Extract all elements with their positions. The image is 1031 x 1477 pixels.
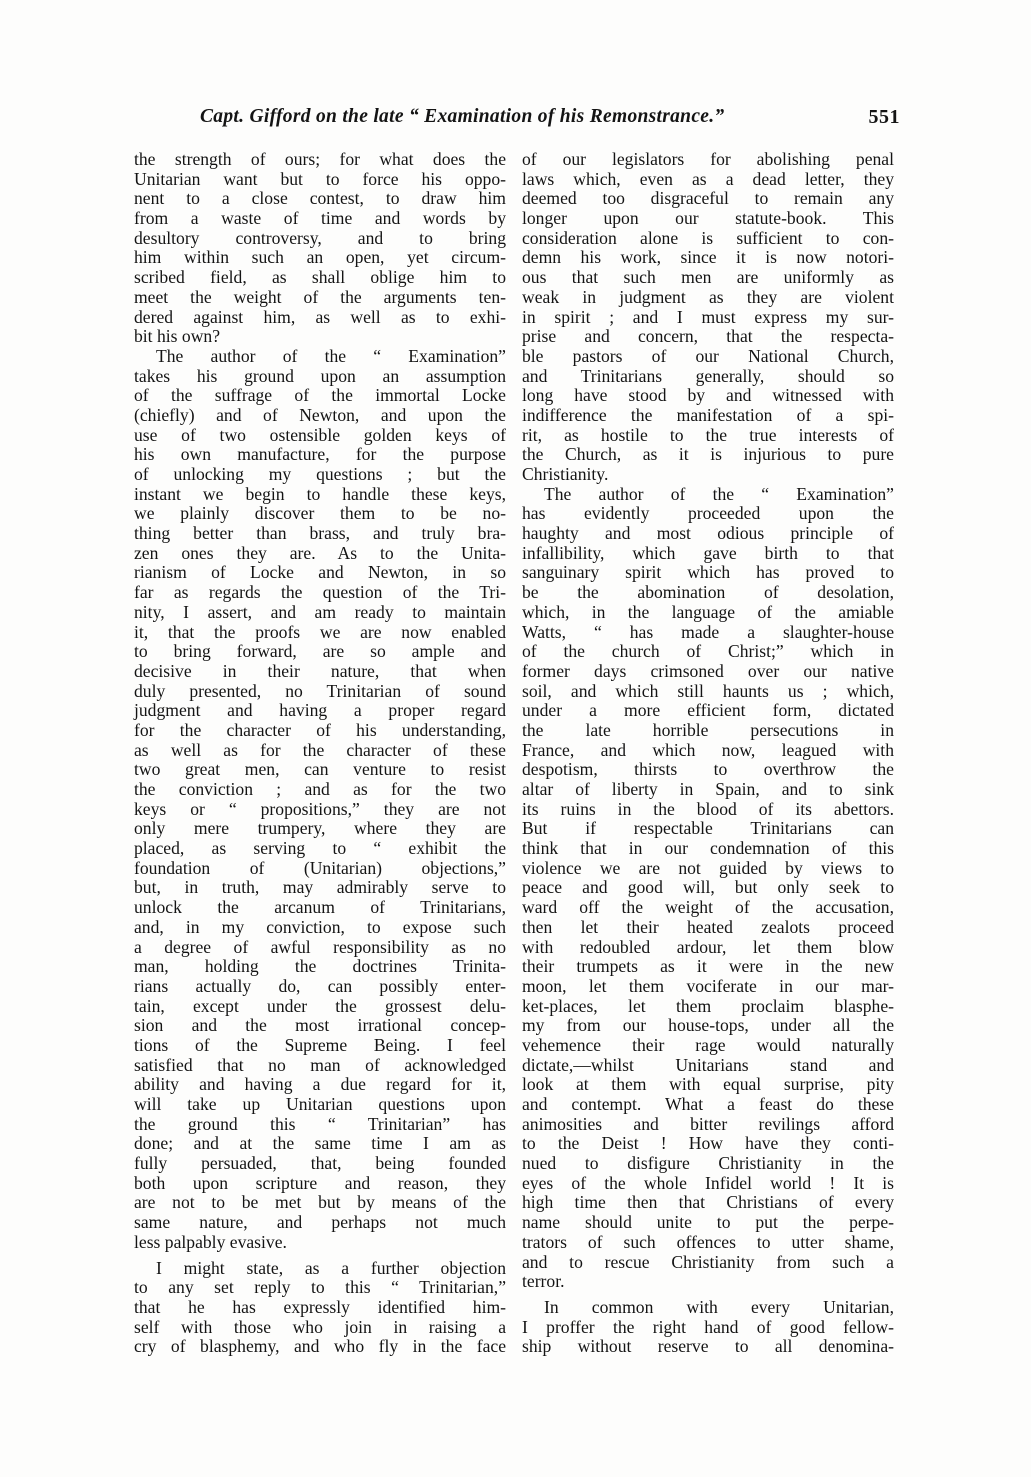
text-line: thing better than brass, and truly bra-: [134, 523, 506, 544]
text-line: trators of such offences to utter shame,: [522, 1231, 894, 1252]
left-text-column: [134, 150, 506, 1357]
text-line: their trumpets as it were in the new: [522, 956, 894, 977]
text-line: the strength of ours; for what does the: [134, 149, 506, 169]
text-line: ability and having a due regard for it,: [134, 1074, 506, 1095]
text-line: prise and concern, that the respecta-: [522, 326, 894, 347]
right-text-column: [522, 150, 894, 1357]
text-line: former days crimsoned over our native: [522, 660, 894, 681]
running-head: [200, 106, 900, 134]
text-line: under a more efficient form, dictated: [522, 700, 894, 721]
text-line: But if respectable Trinitarians can: [522, 818, 894, 839]
text-line: altar of liberty in Spain, and to sink: [522, 779, 894, 799]
text-line: both upon scripture and reason, they: [134, 1172, 506, 1193]
text-line: zen ones they are. As to the Unita-: [134, 542, 506, 563]
text-line: the Church, as it is injurious to pure: [522, 444, 894, 465]
text-line: only mere trumpery, where they are: [134, 818, 506, 839]
text-line: demn his work, since it is now notori-: [522, 247, 894, 268]
text-line: its ruins in the blood of its abettors.: [522, 798, 894, 819]
text-line: laws which, even as a dead letter, they: [522, 168, 894, 189]
text-line: long have stood by and witnessed with: [522, 385, 894, 406]
text-line: to any set reply to this “ Trinitarian,”: [134, 1277, 506, 1298]
text-line: look at them with equal surprise, pity: [522, 1074, 894, 1095]
text-line: with redoubled ardour, let them blow: [522, 936, 894, 957]
text-line: and contempt. What a feast do these: [522, 1094, 894, 1114]
text-line: scribed field, as shall oblige him to: [134, 267, 506, 288]
text-line: rians actually do, can possibly enter-: [134, 975, 506, 996]
text-line: and, in my conviction, to expose such: [134, 916, 506, 937]
text-line: and Trinitarians generally, should so: [522, 365, 894, 386]
text-line: are not to be met but by means of the: [134, 1192, 506, 1213]
text-line: cry of blasphemy, and who fly in the face: [134, 1336, 506, 1357]
text-line: to the Deist ! How have they conti-: [522, 1133, 894, 1154]
text-line: his own manufacture, for the purpose: [134, 444, 506, 465]
text-line: instant we begin to handle these keys,: [134, 483, 506, 504]
text-line: haughty and most odious principle of: [522, 523, 894, 544]
text-line: to bring forward, are so ample and: [134, 641, 506, 662]
text-line: ship without reserve to all denomina-: [522, 1336, 894, 1357]
text-line: it, that the proofs we are now enabled: [134, 621, 506, 642]
text-line: of the church of Christ;” which in: [522, 641, 894, 662]
text-line: the late horrible persecutions in: [522, 719, 894, 740]
text-line: animosities and bitter revilings afford: [522, 1113, 894, 1134]
text-line: satisfied that no man of acknowledged: [134, 1054, 506, 1075]
text-line: despotism, thirsts to overthrow the: [522, 759, 894, 780]
text-line: same nature, and perhaps not much: [134, 1212, 506, 1233]
text-line: that he has expressly identified him-: [134, 1296, 506, 1317]
text-line: ble pastors of our National Church,: [522, 345, 894, 366]
text-line: which, in the language of the amiable: [522, 601, 894, 622]
text-line: sanguinary spirit which has proved to: [522, 562, 894, 583]
text-line: ous that such men are uniformly as: [522, 267, 894, 288]
text-line: from a waste of time and words by: [134, 208, 506, 229]
text-line: deemed too disgraceful to remain any: [522, 188, 894, 209]
text-line: tions of the Supreme Being. I feel: [134, 1034, 506, 1055]
text-line: nent to a close contest, to draw him: [134, 188, 506, 209]
text-line: vehemence their rage would naturally: [522, 1034, 894, 1055]
text-line: rianism of Locke and Newton, in so: [134, 562, 506, 583]
text-line: has evidently proceeded upon the: [522, 503, 894, 524]
text-line: sion and the most irrational concep-: [134, 1015, 506, 1036]
text-line: keys or “ propositions,” they are not: [134, 798, 506, 819]
text-line: bit his own?: [134, 326, 221, 347]
text-line: ward off the weight of the accusation,: [522, 897, 894, 918]
text-line: consideration alone is sufficient to con-: [522, 227, 894, 248]
text-line: I proffer the right hand of good fellow-: [522, 1316, 894, 1337]
text-line: indifference the manifestation of a spi-: [522, 404, 894, 425]
text-line: but, in truth, may admirably serve to: [134, 877, 506, 898]
text-line: terror.: [522, 1271, 565, 1292]
text-line: The author of the “ Examination”: [156, 345, 506, 366]
text-line: Watts, “ has made a slaughter-house: [522, 621, 894, 642]
text-line: two great men, can venture to resist: [134, 759, 506, 780]
text-line: tain, except under the grossest delu-: [134, 995, 506, 1016]
running-title: Capt. Gifford on the late “ Examination of his Remonstrance.”: [200, 106, 725, 127]
text-line: my from our house-tops, under all the: [522, 1015, 894, 1036]
text-line: (chiefly) and of Newton, and upon the: [134, 404, 506, 425]
text-line: takes his ground upon an assumption: [134, 365, 506, 386]
text-line: man, holding the doctrines Trinita-: [134, 956, 506, 977]
text-line: of unlocking my questions ; but the: [134, 464, 506, 484]
text-line: France, and which now, leagued with: [522, 739, 894, 760]
text-line: dered against him, as well as to exhi-: [134, 306, 506, 327]
text-line: rit, as hostile to the true interests of: [522, 424, 894, 445]
text-line: dictate,—whilst Unitarians stand and: [522, 1054, 894, 1075]
page-number: 551: [868, 106, 900, 128]
text-line: for the character of his understanding,: [134, 719, 506, 740]
text-line: be the abomination of desolation,: [522, 582, 894, 603]
text-line: as well as for the character of these: [134, 739, 506, 760]
text-line: high time then that Christians of every: [522, 1192, 894, 1213]
text-line: far as regards the question of the Tri-: [134, 582, 506, 603]
text-line: Unitarian want but to force his oppo-: [134, 168, 506, 189]
text-line: him within such an open, yet circum-: [134, 247, 506, 268]
text-line: violence we are not guided by views to: [522, 857, 894, 878]
text-line: will take up Unitarian questions upon: [134, 1094, 506, 1114]
text-line: foundation of (Unitarian) objections,”: [134, 857, 506, 878]
text-line: eyes of the whole Infidel world ! It is: [522, 1172, 894, 1193]
text-line: moon, let them vociferate in our mar-: [522, 975, 894, 996]
text-line: the conviction ; and as for the two: [134, 779, 506, 799]
text-line: Christianity.: [522, 464, 609, 484]
text-line: longer upon our statute-book. This: [522, 208, 894, 229]
text-line: placed, as serving to “ exhibit the: [134, 838, 506, 859]
text-line: meet the weight of the arguments ten-: [134, 286, 506, 307]
text-line: decisive in their nature, that when: [134, 660, 506, 681]
text-line: the ground this “ Trinitarian” has: [134, 1113, 506, 1134]
text-line: done; and at the same time I am as: [134, 1133, 506, 1154]
text-line: desultory controversy, and to bring: [134, 227, 506, 248]
text-line: self with those who join in raising a: [134, 1316, 506, 1337]
text-line: unlock the arcanum of Trinitarians,: [134, 897, 506, 918]
text-line: I might state, as a further objection: [156, 1257, 506, 1278]
text-line: in spirit ; and I must express my sur-: [522, 306, 894, 327]
text-line: nued to disfigure Christianity in the: [522, 1153, 894, 1174]
text-line: infallibility, which gave birth to that: [522, 542, 894, 563]
text-line: and to rescue Christianity from such a: [522, 1251, 894, 1272]
text-line: ket-places, let them proclaim blasphe-: [522, 995, 894, 1016]
text-line: name should unite to put the perpe-: [522, 1212, 894, 1233]
text-line: we plainly discover them to be no-: [134, 503, 506, 524]
text-line: nity, I assert, and am ready to maintain: [134, 601, 506, 622]
text-line: think that in our condemnation of this: [522, 838, 894, 859]
text-line: use of two ostensible golden keys of: [134, 424, 506, 445]
text-line: then let their heated zealots proceed: [522, 916, 894, 937]
text-line: of the suffrage of the immortal Locke: [134, 385, 506, 406]
text-line: a degree of awful responsibility as no: [134, 936, 506, 957]
text-line: The author of the “ Examination”: [544, 483, 894, 504]
text-line: duly presented, no Trinitarian of sound: [134, 680, 506, 701]
text-line: In common with every Unitarian,: [544, 1296, 894, 1317]
text-line: less palpably evasive.: [134, 1231, 287, 1252]
text-line: of our legislators for abolishing penal: [522, 149, 894, 169]
text-line: weak in judgment as they are violent: [522, 286, 894, 307]
text-line: peace and good will, but only seek to: [522, 877, 894, 898]
text-line: fully persuaded, that, being founded: [134, 1153, 506, 1174]
text-line: judgment and having a proper regard: [134, 700, 506, 721]
text-line: soil, and which still haunts us ; which,: [522, 680, 894, 701]
